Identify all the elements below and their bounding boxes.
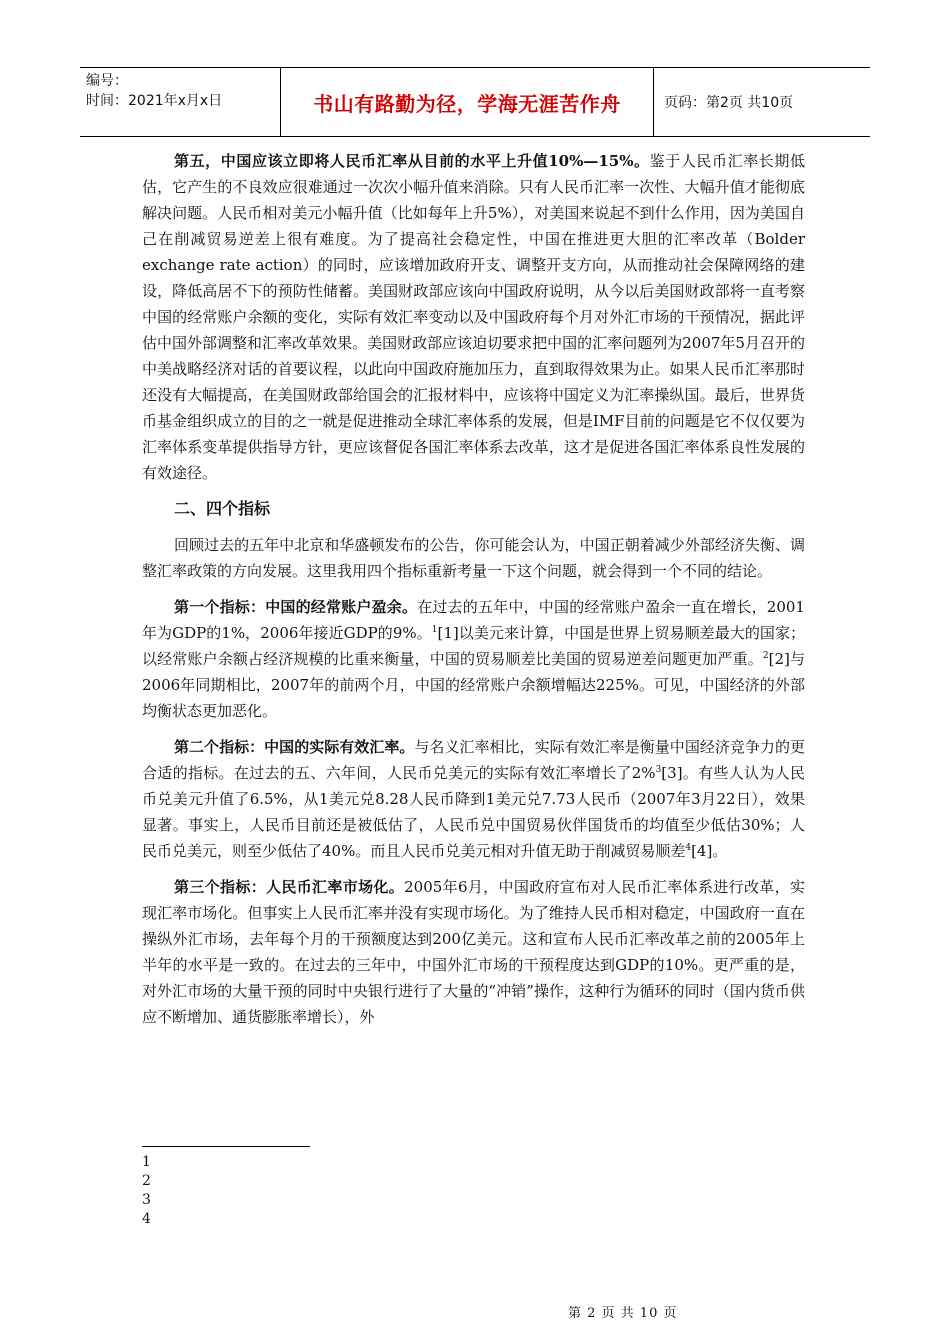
indicator-3-text: 2005年6月，中国政府宣布对人民币汇率体系进行改革，实现汇率市场化。但事实上人民币汇率并没有实现市场化。为了维持人民币相对稳定，中国政府一直在操纵外汇市场，去年每个月的干预额度达到200亿美元。这和宣布人民币汇率改革之前的2005年上半年的水平是一致的。在过去的三年中，中国外汇市场的干预程度达到GDP的10%。更严重的是，对外汇市场的大量干预的同时中央银行进行了大量的“冲销”操作，这种行为循环的同时（国内货币供应不断增加、通货膨胀率增长），外	[142, 878, 805, 1026]
footnotes	[142, 1153, 151, 1229]
indicator-1-text-c: [2]与2006年同期相比，2007年的前两个月，中国的经常账户余额增幅达225%。可见，中国经济的外部均衡状态更加恶化。	[142, 650, 806, 720]
header-meta	[80, 68, 280, 136]
indicator-1-text-b: [1]以美元来计算，中国是世界上贸易顺差最大的国家；以经常账户余额占经济规模的比重来衡量，中国的贸易顺差比美国的贸易逆差问题更加严重。	[142, 624, 805, 668]
footnote-separator	[142, 1146, 310, 1147]
paragraph-fifth	[142, 148, 805, 486]
footnote-item: 2	[142, 1173, 151, 1189]
page-header	[80, 67, 870, 137]
header-motto-cell	[280, 68, 654, 136]
indicator-1-lead: 第一个指标：中国的经常账户盈余。	[174, 598, 418, 616]
paragraph-fifth-text: 鉴于人民币汇率长期低估，它产生的不良效应很难通过一次次小幅升值来消除。只有人民币汇率一次性、大幅升值才能彻底解决问题。人民币相对美元小幅升值（比如每年上升5%），对美国来说起不到什么作用，因为美国自己在削减贸易逆差上很有难度。为了提高社会稳定性，中国在推进更大胆的汇率改革（Bolder exchange rate action）的同时，应该增加政府开支、调整开支方向，从而推动社会保障网络的建设，降低高居不下的预防性储蓄。美国财政部应该向中国政府说明，从今以后美国财政部将一直考察中国的经常账户余额的变化，实际有效汇率变动以及中国政府每个月对外汇市场的干预情况，据此评估中国外部调整和汇率改革效果。美国财政部应该迫切要求把中国的汇率问题列为2007年5月召开的中美战略经济对话的首要议程，以此向中国政府施加压力，直到取得效果为止。如果人民币汇率那时还没有大幅提高，在美国财政部给国会的汇报材料中，应该将中国定义为汇率操纵国。最后，世界货币基金组织成立的目的之一就是促进推动全球汇率体系的发展，但是IMF目前的问题是它不仅仅要为汇率体系变革提供指导方针，更应该督促各国汇率体系去改革，这才是促进各国汇率体系良性发展的有效途径。	[142, 152, 805, 482]
date-label: 时间：2021年x月x日	[86, 93, 223, 109]
footnote-item: 3	[142, 1192, 151, 1208]
paragraph-indicator-1	[142, 594, 805, 724]
document-body	[142, 148, 805, 1040]
section-heading: 二、四个指标	[174, 499, 271, 518]
code-label: 编号：	[86, 73, 128, 89]
header-motto: 书山有路勤为径，学海无涯苦作舟	[313, 91, 621, 116]
paragraph-fifth-lead: 第五，中国应该立即将人民币汇率从目前的水平上升值10%—15%。	[174, 152, 650, 170]
indicator-2-text-b: [3]。有些人认为人民币兑美元升值了6.5%，从1美元兑8.28人民币降到1美元兑7.73人民币（2007年3月22日），效果显著。事实上，人民币目前还是被低估了，人民币兑中国贸易伙伴国货币的均值至少低估30%；人民币兑美元，则至少低估了40%。而且人民币兑美元相对升值无助于削减贸易顺差	[142, 764, 805, 860]
indicator-2-text-c: [4]。	[691, 842, 728, 860]
page-footer: 第 2 页 共 10 页	[568, 1306, 678, 1321]
paragraph-review: 回顾过去的五年中北京和华盛顿发布的公告，你可能会认为，中国正朝着减少外部经济失衡、调整汇率政策的方向发展。这里我用四个指标重新考量一下这个问题，就会得到一个不同的结论。	[142, 536, 805, 580]
indicator-1-text-a: 在过去的五年中，中国的经常账户盈余一直在增长，2001年为GDP的1%，2006年接近GDP的9%。	[142, 598, 805, 642]
footnote-item: 4	[142, 1211, 151, 1227]
indicator-2-text-a: 与名义汇率相比，实际有效汇率是衡量中国经济竞争力的更合适的指标。在过去的五、六年间，人民币兑美元的实际有效汇率增长了2%	[142, 738, 805, 782]
indicator-2-lead: 第二个指标：中国的实际有效汇率。	[174, 738, 415, 756]
indicator-3-lead: 第三个指标：人民币汇率市场化。	[174, 878, 405, 896]
paragraph-indicator-3	[142, 874, 805, 1030]
footnote-item: 1	[142, 1154, 151, 1170]
footnote-ref-2[interactable]: 2	[762, 651, 769, 661]
footnote-ref-1[interactable]: 1	[431, 625, 438, 635]
footnote-ref-3[interactable]: 3	[655, 765, 662, 775]
footnote-ref-4[interactable]: 4	[685, 843, 692, 853]
paragraph-indicator-2	[142, 734, 805, 864]
header-page-label: 页码：第2页 共10页	[664, 95, 794, 111]
